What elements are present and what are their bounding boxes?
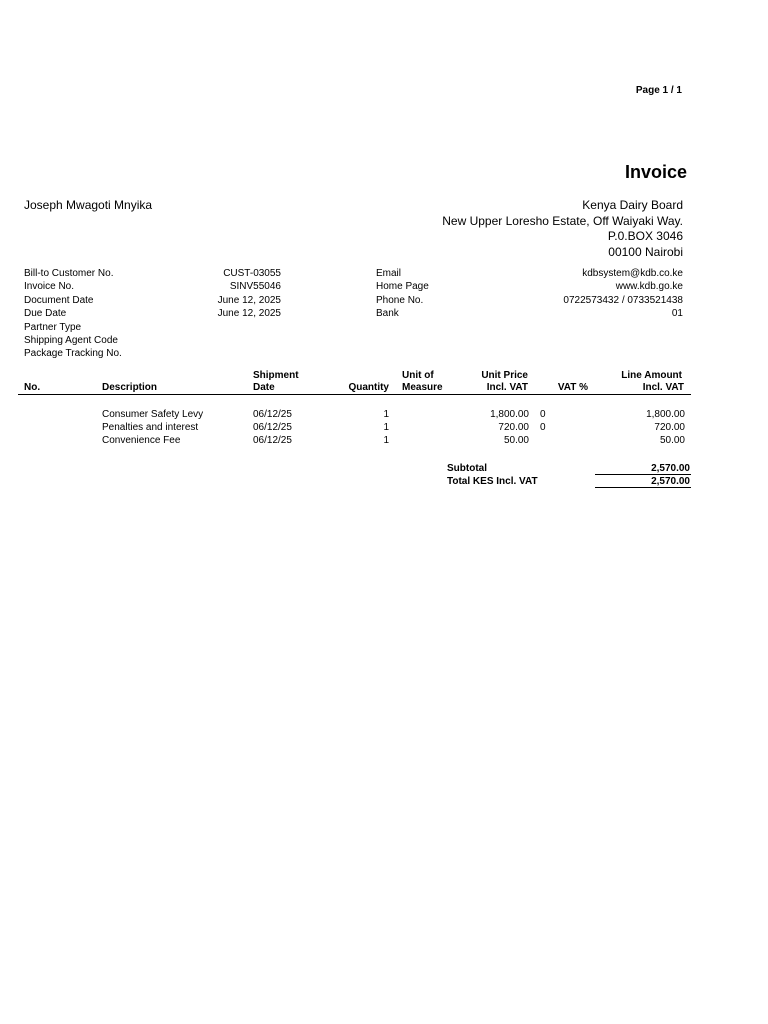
value-phone-no: 0722573432 / 0733521438	[563, 294, 683, 306]
company-address-block	[442, 198, 683, 260]
details-left-values	[218, 267, 281, 321]
label-invoice-no: Invoice No.	[24, 281, 75, 293]
label-partner-type: Partner Type	[24, 321, 82, 333]
details-right-labels	[376, 267, 429, 321]
company-name: Kenya Dairy Board	[582, 198, 683, 212]
header-shipment-date-line1: Shipment	[253, 370, 299, 381]
label-shipping-agent-code: Shipping Agent Code	[24, 334, 118, 346]
label-bill-to-customer-no: Bill-to Customer No.	[24, 268, 114, 279]
total-value: 2,570.00	[651, 476, 690, 487]
row-description: Penalties and interest	[102, 422, 199, 433]
table-row	[0, 421, 768, 434]
label-bank: Bank	[376, 308, 399, 320]
value-bill-to-customer-no: CUST-03055	[223, 268, 281, 279]
value-due-date: June 12, 2025	[217, 308, 281, 320]
value-document-date: June 12, 2025	[217, 294, 281, 306]
details-right-values	[563, 267, 683, 321]
row-unit-price: 720.00	[498, 422, 529, 433]
row-shipment-date: 06/12/25	[253, 435, 292, 446]
row-unit-price: 50.00	[503, 435, 529, 446]
invoice-title: Invoice	[624, 162, 687, 182]
label-due-date: Due Date	[24, 308, 67, 320]
details-left-labels	[24, 267, 122, 361]
row-description: Convenience Fee	[102, 435, 181, 446]
header-line-amount-line2: Incl. VAT	[642, 382, 684, 393]
label-home-page: Home Page	[376, 281, 429, 293]
label-phone-no: Phone No.	[376, 294, 424, 306]
row-quantity: 1	[383, 409, 389, 420]
row-description: Consumer Safety Levy	[102, 409, 204, 420]
row-shipment-date: 06/12/25	[253, 409, 292, 420]
row-quantity: 1	[383, 422, 389, 433]
header-no: No.	[24, 382, 41, 393]
company-po-box: P.0.BOX 3046	[607, 229, 683, 243]
value-bank: 01	[671, 308, 683, 320]
header-quantity: Quantity	[348, 382, 389, 393]
table-row	[0, 434, 768, 447]
value-invoice-no: SINV55046	[229, 281, 281, 293]
row-line-amount: 50.00	[659, 435, 685, 446]
label-package-tracking-no: Package Tracking No.	[24, 348, 122, 360]
header-shipment-date-line2: Date	[253, 382, 275, 393]
value-email: kdbsystem@kdb.co.ke	[582, 268, 683, 279]
subtotal-value: 2,570.00	[651, 463, 690, 474]
value-home-page: www.kdb.go.ke	[615, 281, 683, 293]
row-line-amount: 1,800.00	[646, 409, 685, 420]
header-unit-of-measure-line2: Measure	[402, 382, 443, 393]
header-line-amount-line1: Line Amount	[621, 370, 682, 381]
row-vat: 0	[540, 409, 546, 420]
total-underline	[595, 487, 691, 488]
table-row	[0, 408, 768, 421]
header-description: Description	[102, 382, 158, 393]
company-city: 00100 Nairobi	[608, 244, 683, 259]
page-number: Page 1 / 1	[635, 85, 682, 96]
header-unit-price-line2: Incl. VAT	[486, 382, 528, 393]
row-shipment-date: 06/12/25	[253, 422, 292, 433]
header-divider	[18, 394, 691, 395]
header-unit-price-line1: Unit Price	[481, 370, 528, 381]
header-unit-of-measure-line1: Unit of	[402, 370, 434, 381]
label-document-date: Document Date	[24, 294, 94, 306]
header-vat-percent: VAT %	[557, 382, 588, 393]
company-address: New Upper Loresho Estate, Off Waiyaki Way.	[442, 213, 683, 228]
row-quantity: 1	[383, 435, 389, 446]
label-email: Email	[376, 268, 402, 279]
total-label: Total KES Incl. VAT	[447, 476, 538, 487]
customer-name: Joseph Mwagoti Mnyika	[24, 198, 153, 212]
row-vat: 0	[540, 422, 546, 433]
row-line-amount: 720.00	[654, 422, 685, 433]
subtotal-label: Subtotal	[447, 463, 487, 474]
row-unit-price: 1,800.00	[490, 409, 529, 420]
